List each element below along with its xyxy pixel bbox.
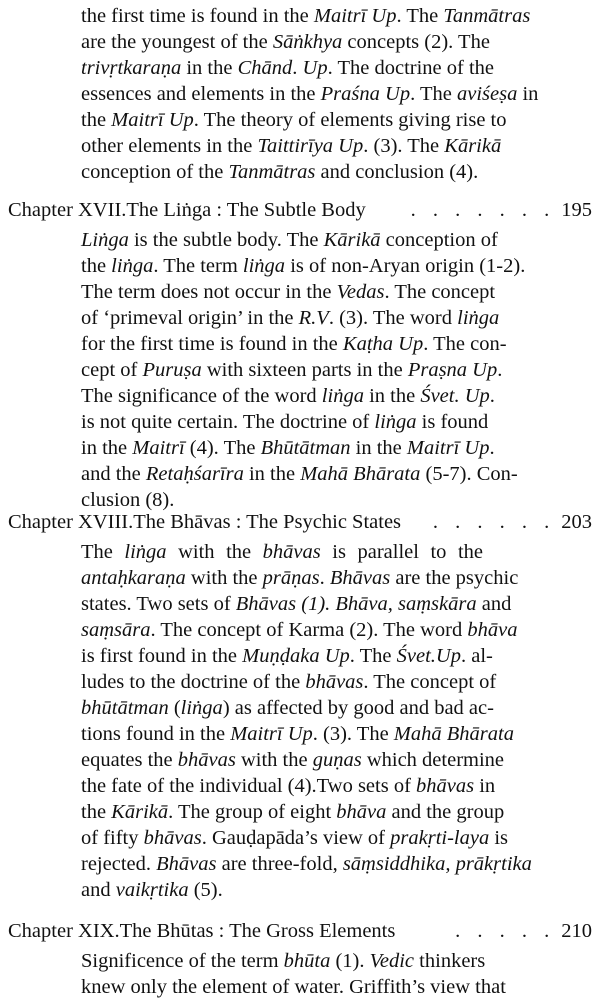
chapter-heading[interactable] (8, 196, 592, 224)
text-run: . (489, 437, 495, 459)
summary-line (81, 29, 490, 55)
italic-term: trivṛtkaraṇa (81, 57, 182, 79)
chapter-label: Chapter XIX. (8, 920, 120, 942)
text-run: and the group (386, 801, 505, 823)
italic-term: bhāva (467, 619, 518, 641)
text-run: in the (243, 463, 301, 485)
text-run: of ‘primeval origin’ in the (81, 307, 299, 329)
chapter-title: The Liṅga : The Subtle Body (126, 199, 366, 221)
italic-term: guṇas (312, 749, 362, 771)
italic-term: Tanmātras (228, 161, 316, 183)
italic-term: prāṇas (262, 567, 320, 589)
text-run: with the (166, 541, 263, 563)
italic-term: Chānd (237, 57, 293, 79)
text-run: ( (168, 697, 181, 719)
italic-term: bhāvas (262, 541, 321, 563)
text-run: states. Two sets of (81, 593, 236, 615)
text-run: . The (410, 83, 457, 105)
text-run: . The con- (423, 333, 507, 355)
text-run: (5). (188, 879, 223, 901)
italic-term: Vedas (336, 281, 385, 303)
italic-term: liṅga (457, 307, 500, 329)
text-run: . (3). The (312, 723, 394, 745)
text-run: are three-fold, (216, 853, 343, 875)
italic-term: Maitrī Up (313, 5, 397, 27)
italic-term: Mahā Bhārata (300, 463, 421, 485)
text-run: knew only the element of water. Griffith’s view that (81, 976, 506, 998)
dot-leader: . . . . . . . (410, 199, 556, 221)
italic-term: Śvet. Up (420, 385, 490, 407)
italic-term: Bhūtātman (260, 437, 351, 459)
italic-term: liṅga (374, 411, 417, 433)
italic-term: Kārikā (111, 801, 169, 823)
italic-term: Bhāvas (1). Bhāva, saṃskāra (235, 593, 477, 615)
text-run: conception of (380, 229, 498, 251)
summary-line (81, 695, 494, 721)
summary-line (81, 721, 514, 747)
text-run: of fifty (81, 827, 144, 849)
text-run: . The theory of elements giving rise to (193, 109, 507, 131)
italic-term: Kārikā (444, 135, 502, 157)
text-run: conception of the (81, 161, 229, 183)
text-run: cept of (81, 359, 143, 381)
text-run: other elements in the (81, 135, 258, 157)
italic-term: vaikṛtika (115, 879, 189, 901)
text-run: . The (349, 645, 397, 667)
italic-term: liṅga (242, 255, 286, 277)
italic-term: Tanmātras (443, 5, 531, 27)
summary-line (81, 279, 496, 305)
italic-term: liṅga (180, 697, 223, 719)
summary-line (81, 591, 512, 617)
italic-term: Maitrī Up (406, 437, 490, 459)
text-run: thinkers (414, 950, 486, 972)
italic-term: bhāvas (143, 827, 202, 849)
italic-term: liṅga (111, 255, 154, 277)
italic-term: Taittirīya Up (257, 135, 364, 157)
italic-term: bhūta (283, 950, 331, 972)
italic-term: aviśeṣa (456, 83, 518, 105)
italic-term: prakṛti-laya (390, 827, 490, 849)
text-run: is found (416, 411, 489, 433)
italic-term: R.V (298, 307, 329, 329)
text-run: ludes to the doctrine of the (81, 671, 306, 693)
text-run: in the (363, 385, 421, 407)
italic-term: Maitrī (132, 437, 185, 459)
summary-line (81, 435, 495, 461)
text-run: in the (181, 57, 238, 79)
italic-term: Mahā Bhārata (393, 723, 514, 745)
text-run: is parallel to the (320, 541, 483, 563)
summary-line (81, 81, 539, 107)
text-run: and (476, 593, 512, 615)
text-run: are the psychic (390, 567, 519, 589)
chapter-label: Chapter XVIII. (8, 511, 134, 533)
summary-line (81, 565, 519, 591)
text-run: concepts (2). The (342, 31, 490, 53)
chapter-label: Chapter XVII. (8, 199, 127, 221)
page-number: 195 (561, 199, 592, 221)
italic-term: liṅga (124, 541, 167, 563)
text-run: the (81, 109, 112, 131)
summary-line (81, 669, 497, 695)
italic-term: bhāvas (416, 775, 475, 797)
text-run: . (3). The (363, 135, 445, 157)
text-run: . (292, 57, 303, 79)
text-run: . The term (153, 255, 243, 277)
summary-line (81, 643, 493, 669)
italic-term: antaḥkaraṇa (81, 567, 186, 589)
italic-term: liṅga (321, 385, 364, 407)
text-run: rejected. (81, 853, 157, 875)
text-run: . The group of eight (168, 801, 337, 823)
text-run: in (474, 775, 496, 797)
text-run: (1). (330, 950, 370, 972)
summary-line (81, 773, 496, 799)
dot-leader: . . . . . (455, 920, 556, 942)
chapter-title: The Bhāvas : The Psychic States (133, 511, 402, 533)
summary-line (81, 383, 495, 409)
summary-line (81, 357, 503, 383)
text-run: tions found in the (81, 723, 231, 745)
text-run: is not quite certain. The doctrine of (81, 411, 375, 433)
summary-line (81, 227, 498, 253)
dot-leader: . . . . . . (432, 511, 556, 533)
summary-line (81, 133, 502, 159)
summary-line (81, 799, 505, 825)
page-number: 210 (561, 920, 592, 942)
italic-term: Sāṅkhya (272, 31, 343, 53)
italic-term: Muṇḍaka Up (242, 645, 350, 667)
text-run: . al- (460, 645, 493, 667)
summary-line (81, 253, 526, 279)
text-run: (5-7). Con- (420, 463, 518, 485)
text-run: is of non-Aryan origin (1-2). (285, 255, 526, 277)
chapter-title: The Bhūtas : The Gross Elements (119, 920, 396, 942)
summary-line (81, 974, 506, 1000)
text-run: . (489, 385, 495, 407)
text-run: with the (235, 749, 313, 771)
summary-line (81, 55, 495, 81)
text-run: the fate of the individual (4).Two sets of (81, 775, 417, 797)
chapter-heading[interactable] (8, 917, 592, 945)
text-run: . The concept of Karma (2). The word (150, 619, 468, 641)
italic-term: Retaḥśarīra (145, 463, 244, 485)
chapter-heading[interactable] (8, 508, 592, 536)
text-run: . The concept of (363, 671, 497, 693)
italic-term: Praśna Up (320, 83, 411, 105)
text-run: are the youngest of the (81, 31, 273, 53)
italic-term: sāṃsiddhika, prākṛtika (342, 853, 532, 875)
summary-line (81, 539, 483, 565)
italic-term: bhāva (336, 801, 387, 823)
italic-term: Vedic (369, 950, 415, 972)
italic-term: Bhāvas (329, 567, 391, 589)
text-run: The term does not occur in the (81, 281, 337, 303)
text-run: The significance of the word (81, 385, 322, 407)
text-run: . Gauḍapāda’s view of (201, 827, 391, 849)
text-run: in the (350, 437, 407, 459)
summary-line (81, 409, 489, 435)
text-run: and conclusion (4). (315, 161, 479, 183)
text-run: essences and elements in the (81, 83, 321, 105)
text-run: which determine (361, 749, 505, 771)
text-run: (4). The (184, 437, 261, 459)
summary-line (81, 948, 486, 974)
summary-line (81, 877, 483, 903)
italic-term: bhāvas (305, 671, 364, 693)
summary-line (81, 617, 518, 643)
italic-term: Puruṣa (142, 359, 202, 381)
text-run: with sixteen parts in the (201, 359, 408, 381)
summary-line (81, 107, 507, 133)
summary-line (81, 747, 505, 773)
text-run: The (81, 541, 125, 563)
summary-line (81, 825, 509, 851)
text-run: for the first time is found in the (81, 333, 343, 355)
italic-term: bhūtātman (81, 697, 169, 719)
summary-line (81, 305, 500, 331)
text-run: the (81, 255, 112, 277)
text-run: and (81, 879, 116, 901)
italic-term: saṃsāra (81, 619, 151, 641)
page-number: 203 (561, 511, 592, 533)
text-run: . The concept (384, 281, 496, 303)
summary-line (81, 331, 507, 357)
text-run: and the (81, 463, 146, 485)
text-run: ) as affected by good and bad ac- (222, 697, 494, 719)
text-run: is (489, 827, 509, 849)
text-run: is the subtle body. The (128, 229, 324, 251)
text-run: in the (81, 437, 133, 459)
italic-term: Kaṭha Up (342, 333, 424, 355)
text-run: with the (185, 567, 263, 589)
text-run: is first found in the (81, 645, 243, 667)
italic-term: Bhāvas (156, 853, 217, 875)
summary-line (81, 3, 531, 29)
text-run: in (517, 83, 539, 105)
text-run: equates the (81, 749, 178, 771)
italic-term: Maitrī Up (111, 109, 194, 131)
text-run: . (319, 567, 330, 589)
text-run: the (81, 801, 112, 823)
text-run: . The doctrine of the (327, 57, 495, 79)
italic-term: Kārikā (323, 229, 381, 251)
italic-term: Up (302, 57, 328, 79)
text-run: . The (396, 5, 444, 27)
text-run: . (3). The word (328, 307, 458, 329)
text-run: . (497, 359, 503, 381)
text-run: clusion (8). (81, 489, 175, 511)
text-run: the first time is found in the (81, 5, 314, 27)
italic-term: Praṣna Up (407, 359, 498, 381)
italic-term: bhāvas (177, 749, 236, 771)
italic-term: Maitrī Up (230, 723, 313, 745)
summary-line (81, 159, 483, 185)
summary-line (81, 851, 532, 877)
text-run: Significence of the term (81, 950, 284, 972)
italic-term: Śvet.Up (396, 645, 461, 667)
italic-term: Liṅga (81, 229, 129, 251)
summary-line (81, 461, 518, 487)
